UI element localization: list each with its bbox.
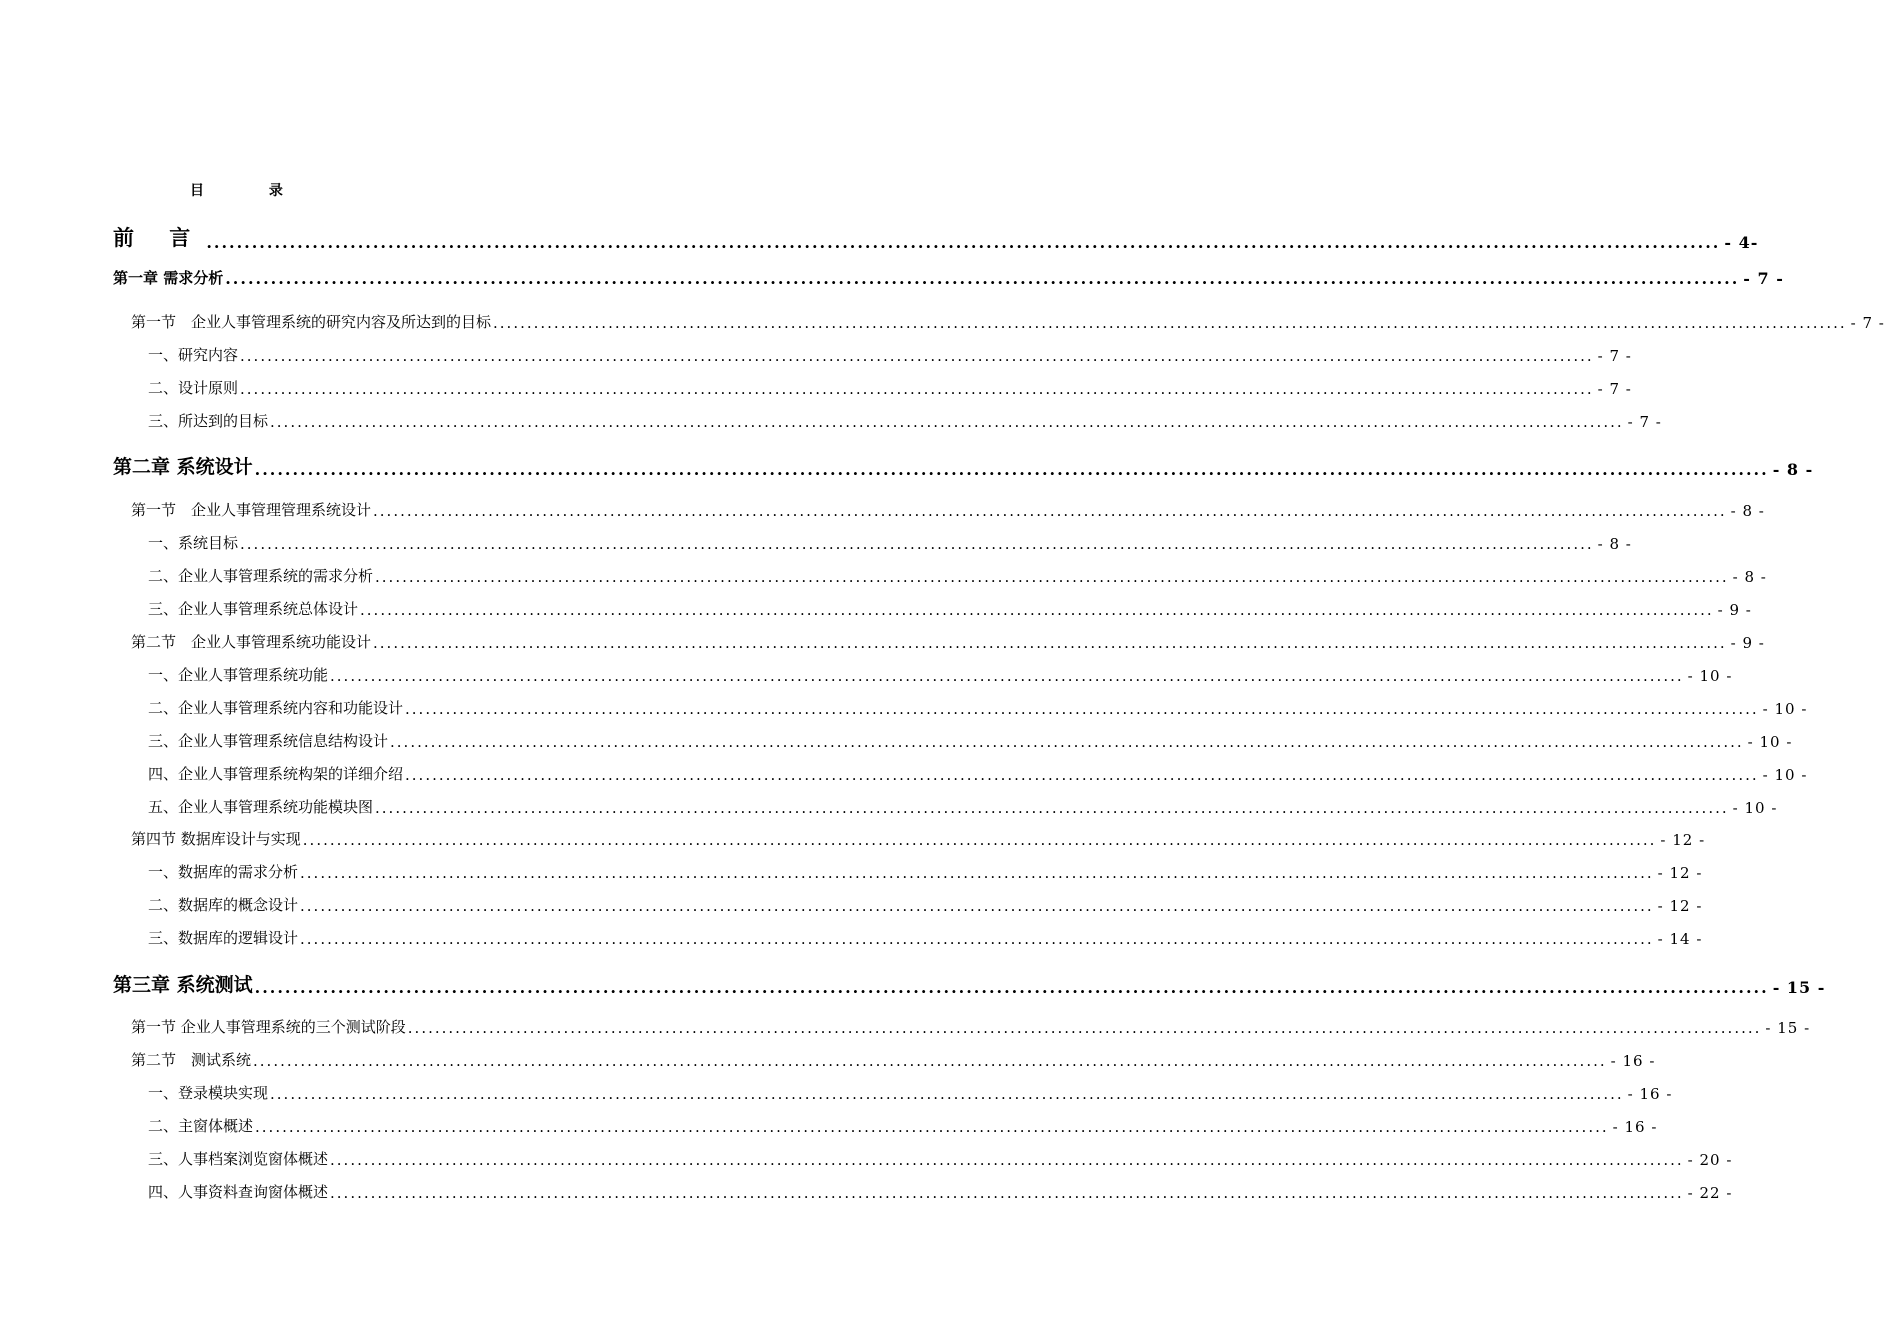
toc-entry[interactable] [148, 1148, 1733, 1169]
toc-leader-dots: ........................................................................................................................................................................................................ [270, 413, 1624, 431]
toc-entry-page: - 10 - [1747, 733, 1793, 751]
toc-leader-dots: ........................................................................................................................................................................................................ [240, 347, 1594, 365]
toc-leader-dots: ........................................................................................................................................................................................................ [240, 535, 1594, 553]
toc-entry-page: - 7 - [1597, 380, 1632, 398]
toc-leader-dots: ........................................................................................................................................................................................................ [375, 568, 1729, 586]
toc-entry[interactable] [148, 763, 1808, 784]
toc-leader-dots: ........................................................................................................................................................................................................ [407, 1019, 1762, 1037]
toc-entry-page: - 7 - [1743, 269, 1784, 288]
toc-entry-label: 四、企业人事管理系统构架的详细介绍 [148, 765, 404, 783]
toc-entry-label: 四、人事资料查询窗体概述 [148, 1183, 329, 1201]
toc-entry-label: 二、主窗体概述 [148, 1117, 254, 1135]
toc-entry-page: - 16 - [1627, 1085, 1673, 1103]
toc-leader-dots: ........................................................................................................................................................................................................ [493, 314, 1847, 332]
toc-entry-page: - 7 - [1627, 413, 1662, 431]
toc-entry-page: - 22 - [1687, 1184, 1733, 1202]
toc-entry-page: - 9 - [1717, 601, 1752, 619]
toc-entry[interactable] [148, 927, 1703, 948]
toc-leader-dots: ........................................................................................................................................................................................................ [373, 502, 1727, 520]
toc-entry-page: - 8 - [1597, 535, 1632, 553]
toc-title: 目 录 [190, 183, 313, 199]
toc-entry-label: 三、人事档案浏览窗体概述 [148, 1150, 329, 1168]
toc-leader-dots: ........................................................................................................................................................................................................ [360, 601, 1714, 619]
toc-entry-page: - 12 - [1657, 897, 1703, 915]
toc-entry[interactable] [148, 730, 1793, 751]
toc-entry-label: 二、企业人事管理系统的需求分析 [148, 567, 374, 585]
toc-entry[interactable] [148, 1115, 1658, 1136]
toc-entry-label: 三、所达到的目标 [148, 412, 269, 430]
toc-entry[interactable] [131, 631, 1765, 652]
toc-entry-page: - 12 - [1657, 864, 1703, 882]
toc-leader-dots: ........................................................................................................................................................................................................ [255, 1118, 1609, 1136]
toc-entry[interactable] [148, 796, 1778, 817]
toc-entry-page: - 16 - [1610, 1052, 1656, 1070]
toc-leader-dots: ........................................................................................................................................................................................................ [405, 700, 1759, 718]
toc-entry-page: - 15 - [1765, 1019, 1811, 1037]
toc-leader-dots: ........................................................................................................................................................................................................ [254, 460, 1769, 479]
toc-entry[interactable] [131, 1016, 1811, 1037]
toc-entry-label: 二、企业人事管理系统内容和功能设计 [148, 699, 404, 717]
toc-leader-dots: ........................................................................................................................................................................................................ [405, 766, 1759, 784]
toc-entry[interactable] [148, 894, 1703, 915]
toc-entry[interactable] [148, 1082, 1673, 1103]
toc-entry-label: 第一节 企业人事管理系统的三个测试阶段 [131, 1018, 406, 1036]
toc-entry[interactable] [131, 311, 1885, 332]
toc-leader-dots: ........................................................................................................................................................................................................ [254, 978, 1769, 997]
toc-entry-page: - 8 - [1772, 460, 1814, 479]
toc-entry[interactable] [148, 664, 1733, 685]
toc-entry[interactable] [131, 499, 1765, 520]
toc-entry-page: - 10 - [1762, 766, 1808, 784]
toc-entry[interactable] [113, 222, 1759, 252]
toc-entry[interactable] [113, 267, 1784, 288]
toc-entry[interactable] [148, 697, 1808, 718]
toc-entry-label: 三、企业人事管理系统总体设计 [148, 600, 359, 618]
toc-entry[interactable] [131, 1049, 1656, 1070]
toc-entry-page: - 10 - [1687, 667, 1733, 685]
toc-leader-dots: ........................................................................................................................................................................................................ [270, 1085, 1624, 1103]
toc-entry[interactable] [148, 532, 1632, 553]
toc-entry-label: 一、登录模块实现 [148, 1084, 269, 1102]
toc-entry[interactable] [131, 828, 1706, 849]
toc-entry-label: 一、数据库的需求分析 [148, 863, 299, 881]
toc-entry[interactable] [148, 377, 1632, 398]
toc-entry-label: 第三章 系统测试 [113, 974, 253, 996]
toc-entry-label: 第二节 测试系统 [131, 1051, 252, 1069]
toc-entry-label: 五、企业人事管理系统功能模块图 [148, 798, 374, 816]
toc-entry-page: - 15 - [1772, 978, 1826, 997]
toc-leader-dots: ........................................................................................................................................................................................................ [240, 380, 1594, 398]
toc-leader-dots: ........................................................................................................................................................................................................ [253, 1052, 1607, 1070]
toc-entry-label: 三、数据库的逻辑设计 [148, 929, 299, 947]
toc-leader-dots: ........................................................................................................................................................................................................ [375, 799, 1729, 817]
toc-entry[interactable] [148, 565, 1767, 586]
toc-entry[interactable] [113, 970, 1826, 997]
toc-entry-page: - 16 - [1612, 1118, 1658, 1136]
toc-entry[interactable] [148, 410, 1662, 431]
toc-leader-dots: ........................................................................................................................................................................................................ [206, 233, 1721, 252]
toc-leader-dots: ........................................................................................................................................................................................................ [373, 634, 1727, 652]
toc-entry[interactable] [148, 861, 1703, 882]
toc-entry-page: - 20 - [1687, 1151, 1733, 1169]
toc-entry-label: 一、系统目标 [148, 534, 239, 552]
toc-entry-page: - 8 - [1730, 502, 1765, 520]
toc-leader-dots: ........................................................................................................................................................................................................ [302, 831, 1657, 849]
toc-entry-label: 前 言 [113, 226, 205, 250]
toc-entry-page: - 7 - [1850, 314, 1885, 332]
toc-entry-page: - 10 - [1732, 799, 1778, 817]
toc-entry-label: 三、企业人事管理系统信息结构设计 [148, 732, 389, 750]
toc-entry-label: 二、设计原则 [148, 379, 239, 397]
toc-leader-dots: ........................................................................................................................................................................................................ [330, 1151, 1684, 1169]
toc-leader-dots: ........................................................................................................................................................................................................ [300, 864, 1654, 882]
toc-entry[interactable] [148, 344, 1632, 365]
toc-entry-label: 第二章 系统设计 [113, 456, 253, 478]
toc-entry-label: 一、企业人事管理系统功能 [148, 666, 329, 684]
toc-leader-dots: ........................................................................................................................................................................................................ [330, 667, 1684, 685]
toc-entry-page: - 9 - [1730, 634, 1765, 652]
toc-leader-dots: ........................................................................................................................................................................................................ [330, 1184, 1684, 1202]
toc-entry-label: 第一节 企业人事管理系统的研究内容及所达到的目标 [131, 313, 492, 331]
toc-entry-page: - 8 - [1732, 568, 1767, 586]
toc-entry-page: - 4- [1724, 233, 1759, 252]
toc-leader-dots: ........................................................................................................................................................................................................ [300, 897, 1654, 915]
toc-entry-page: - 14 - [1657, 930, 1703, 948]
toc-entry-label: 一、研究内容 [148, 346, 239, 364]
toc-leader-dots: ........................................................................................................................................................................................................ [390, 733, 1744, 751]
toc-entry-page: - 7 - [1597, 347, 1632, 365]
toc-entry[interactable] [148, 598, 1752, 619]
toc-entry-label: 第一节 企业人事管理管理系统设计 [131, 501, 372, 519]
toc-entry[interactable] [113, 452, 1814, 479]
toc-leader-dots: ........................................................................................................................................................................................................ [225, 269, 1740, 288]
toc-entry[interactable] [148, 1181, 1733, 1202]
toc-entry-label: 第四节 数据库设计与实现 [131, 830, 301, 848]
toc-leader-dots: ........................................................................................................................................................................................................ [300, 930, 1654, 948]
toc-entry-page: - 12 - [1660, 831, 1706, 849]
toc-entry-page: - 10 - [1762, 700, 1808, 718]
toc-entry-label: 第二节 企业人事管理系统功能设计 [131, 633, 372, 651]
toc-entry-label: 第一章 需求分析 [113, 269, 224, 287]
toc-entry-label: 二、数据库的概念设计 [148, 896, 299, 914]
